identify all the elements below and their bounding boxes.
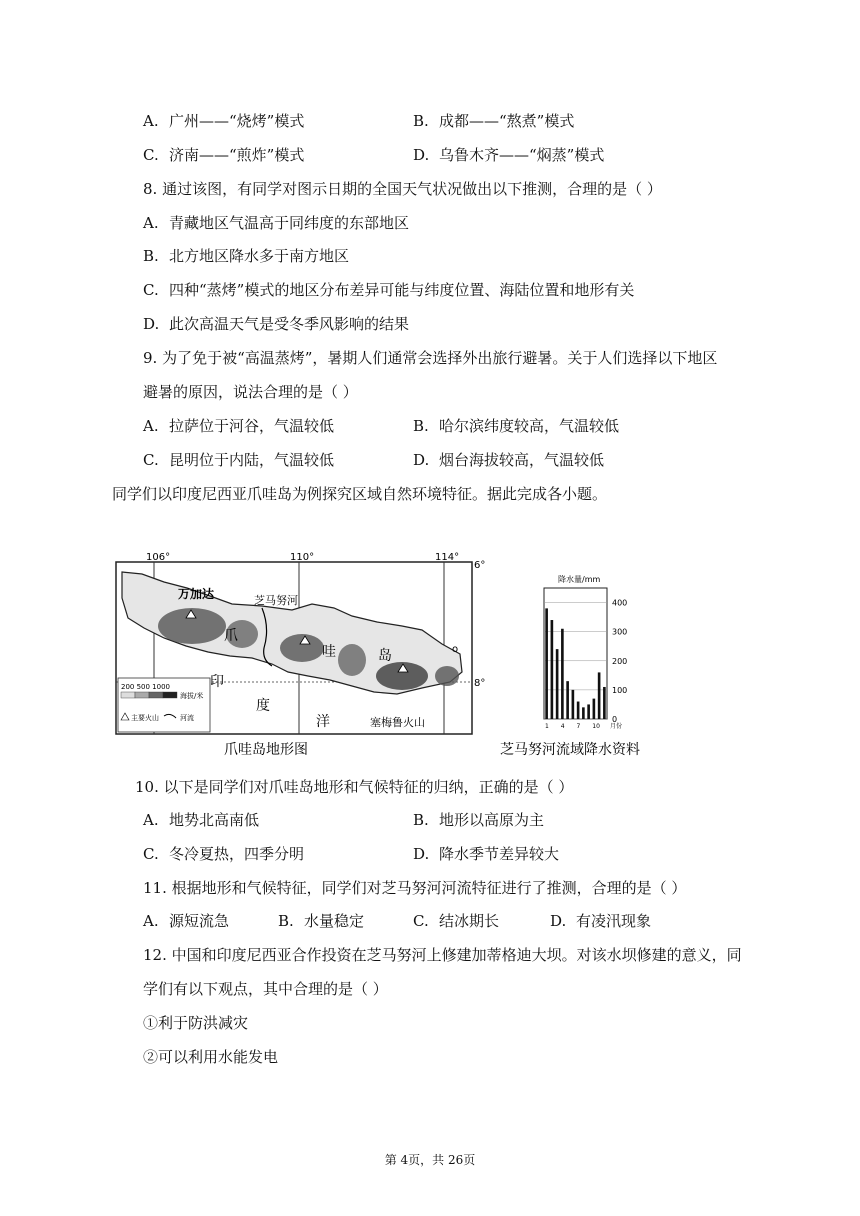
q12-stem-line1: 12. 中国和印度尼西亚合作投资在芝马努河上修建加蒂格迪大坝。对该水坝修建的意义，同	[143, 946, 742, 964]
chart-bar	[577, 702, 580, 719]
q8-option-a	[143, 213, 409, 233]
page-footer: 第 4页，共 26页	[384, 1153, 476, 1167]
q8-stem: 8. 通过该图，有同学对图示日期的全国天气状况做出以下推测，合理的是（ ）	[143, 180, 662, 198]
chart-bar	[556, 649, 559, 719]
label-zhimanu-river: 芝马努河	[254, 594, 298, 607]
chart-bar	[582, 707, 585, 719]
option-label: C.	[143, 281, 159, 299]
chart-x-tick-label: 4	[560, 723, 565, 730]
option-label: A.	[143, 112, 159, 130]
chart-x-ticks	[545, 723, 600, 730]
highland	[280, 634, 324, 662]
q9-option-c	[143, 450, 334, 470]
option-text: 地形以高原为主	[439, 811, 545, 829]
option-text: 烟台海拔较高，气温较低	[439, 451, 605, 469]
legend-river-label: 河流	[180, 714, 194, 722]
option-label: D.	[413, 451, 430, 469]
chart-grid	[544, 603, 607, 719]
chart-x-tick-label: 1	[545, 723, 549, 730]
chart-bar	[572, 690, 575, 719]
q9-option-d	[413, 450, 604, 470]
option-text: 有凌汛现象	[576, 912, 652, 930]
q7-option-b	[413, 111, 574, 131]
chart-bar	[587, 704, 590, 719]
option-text: 四种“蒸烤”模式的地区分布差异可能与纬度位置、海陆位置和地形有关	[169, 281, 635, 299]
q8-option-d	[143, 314, 409, 334]
chart-bar	[593, 699, 596, 719]
legend-scale-values: 200 500 1000	[121, 683, 170, 691]
label-yin: 印	[210, 674, 224, 690]
q8-option-c	[143, 280, 634, 300]
option-label: B.	[278, 912, 294, 930]
chart-bar	[561, 629, 564, 719]
legend-swatch	[121, 692, 135, 698]
label-o: o	[452, 644, 459, 655]
label-yang: 洋	[316, 714, 330, 730]
legend-unit: 海拔/米	[180, 692, 204, 700]
option-label: D.	[413, 845, 430, 863]
chart-x-tick-label: 10	[592, 723, 600, 730]
q10-option-d	[413, 844, 559, 864]
q7-option-c	[143, 145, 304, 165]
chart-bar	[603, 687, 606, 719]
chart-bar	[566, 681, 569, 719]
option-label: C.	[143, 451, 159, 469]
highland	[435, 666, 459, 686]
chart-y-tick-label: 300	[612, 627, 628, 637]
option-label: C.	[143, 146, 159, 164]
q12-point-2: ②可以利用水能发电	[143, 1048, 279, 1066]
q10-option-b	[413, 810, 544, 830]
legend-swatch	[135, 692, 149, 698]
option-text: 冬冷夏热，四季分明	[169, 845, 305, 863]
option-label: C.	[413, 912, 429, 930]
option-text: 结冰期长	[439, 912, 500, 930]
chart-frame	[544, 588, 607, 719]
section-intro: 同学们以印度尼西亚爪哇岛为例探究区域自然环境特征。据此完成各小题。	[112, 485, 608, 503]
option-label: C.	[143, 845, 159, 863]
option-label: B.	[143, 247, 159, 265]
option-text: 拉萨位于河谷，气温较低	[169, 417, 335, 435]
lon-label-110: 110°	[290, 552, 315, 563]
q10-option-a	[143, 810, 259, 830]
chart-x-axis-label: 月份	[610, 723, 623, 730]
option-label: A.	[143, 811, 159, 829]
q12-point-1: ①利于防洪减灾	[143, 1014, 249, 1032]
chart-y-tick-label: 200	[612, 656, 628, 666]
option-text: 广州——“烧烤”模式	[169, 112, 305, 130]
legend-swatch	[163, 692, 177, 698]
chart-bar	[598, 672, 601, 719]
label-semeru-volcano: 塞梅鲁火山	[370, 716, 425, 729]
q9-stem-line2: 避暑的原因，说法合理的是（ ）	[143, 383, 358, 401]
option-label: B.	[413, 112, 429, 130]
q7-option-d	[413, 145, 604, 165]
q12-stem-line2: 学们有以下观点，其中合理的是（ ）	[143, 980, 388, 998]
option-label: A.	[143, 912, 159, 930]
q9-stem-line1: 9. 为了免于被“高温蒸烤”，暑期人们通常会选择外出旅行避暑。关于人们选择以下地区	[143, 349, 718, 367]
option-text: 降水季节差异较大	[439, 845, 560, 863]
q11-option-a	[143, 911, 229, 931]
option-label: D.	[413, 146, 430, 164]
map-caption: 爪哇岛地形图	[224, 742, 308, 758]
chart-caption: 芝马努河流域降水资料	[500, 742, 640, 758]
rainfall-chart	[492, 568, 677, 763]
q11-option-b	[278, 911, 364, 931]
chart-bars	[545, 608, 605, 719]
q10-stem: 10. 以下是同学们对爪哇岛地形和气候特征的归纳，正确的是（ ）	[135, 778, 574, 796]
label-wa: 哇	[322, 644, 336, 660]
chart-y-tick-label: 400	[612, 598, 628, 608]
option-label: D.	[550, 912, 567, 930]
chart-y-tick-label: 100	[612, 685, 628, 695]
chart-y-tick-label: 0	[612, 715, 618, 724]
q10-option-c	[143, 844, 304, 864]
option-text: 源短流急	[169, 912, 230, 930]
label-wanjiada: 万加达	[178, 587, 215, 601]
chart-bar	[545, 608, 548, 719]
q9-option-b	[413, 416, 619, 436]
option-text: 乌鲁木齐——“焖蒸”模式	[439, 146, 605, 164]
label-zhua: 爪	[224, 628, 238, 644]
label-dao: 岛	[378, 648, 392, 664]
option-text: 昆明位于内陆，气温较低	[169, 451, 335, 469]
option-text: 北方地区降水多于南方地区	[169, 247, 350, 265]
option-text: 水量稳定	[304, 912, 365, 930]
chart-y-ticks	[612, 599, 627, 724]
highland	[338, 644, 366, 676]
lon-label-114: 114°	[435, 552, 460, 563]
chart-x-tick-label: 7	[576, 723, 581, 730]
option-text: 青藏地区气温高于同纬度的东部地区	[169, 214, 410, 232]
option-text: 哈尔滨纬度较高，气温较低	[439, 417, 620, 435]
option-text: 此次高温天气是受冬季风影响的结果	[169, 315, 410, 333]
lat-label-6: 6°	[474, 560, 486, 571]
option-label: B.	[413, 811, 429, 829]
option-label: B.	[413, 417, 429, 435]
chart-bar	[551, 620, 554, 719]
q7-option-a	[143, 111, 304, 131]
legend-swatch	[149, 692, 163, 698]
option-text: 地势北高南低	[169, 811, 260, 829]
lon-label-106: 106°	[146, 552, 171, 563]
option-text: 成都——“熬煮”模式	[439, 112, 575, 130]
q9-option-a	[143, 416, 334, 436]
q11-stem: 11. 根据地形和气候特征，同学们对芝马努河河流特征进行了推测，合理的是（ ）	[143, 879, 687, 897]
option-label: A.	[143, 214, 159, 232]
q11-option-d	[550, 911, 651, 931]
legend-volcano-label: 主要火山	[131, 714, 159, 722]
label-du: 度	[256, 698, 270, 714]
option-label: A.	[143, 417, 159, 435]
lat-label-8: 8°	[474, 678, 486, 689]
chart-y-axis-label: 降水量/mm	[558, 575, 601, 584]
option-label: D.	[143, 315, 160, 333]
q11-option-c	[413, 911, 499, 931]
option-text: 济南——“煎炸”模式	[169, 146, 305, 164]
q8-option-b	[143, 246, 349, 266]
java-topographic-map	[112, 548, 486, 763]
